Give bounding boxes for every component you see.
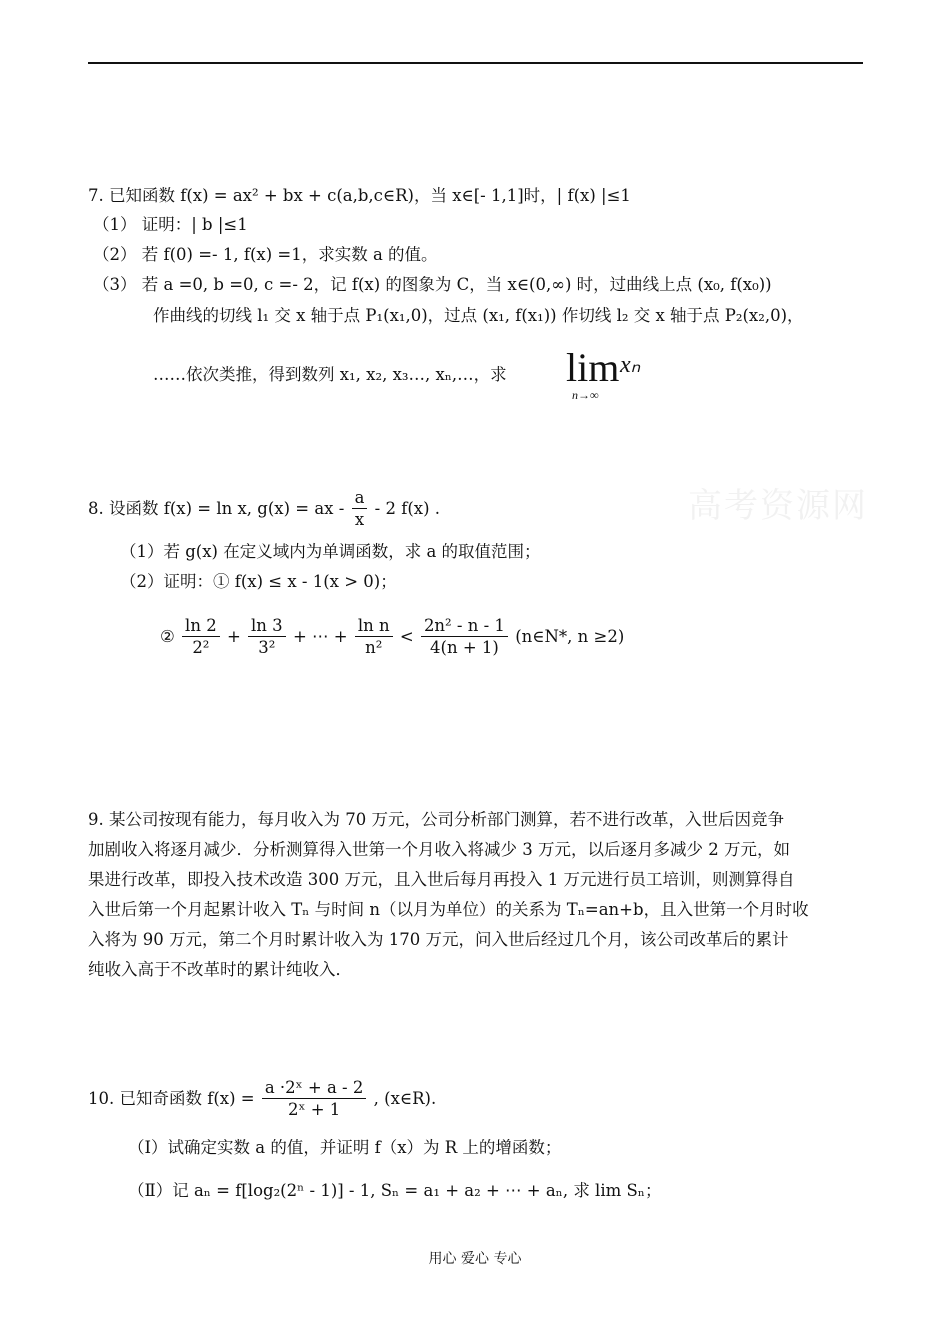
q10-stem-post: , (x∈R). [373, 1089, 437, 1108]
q9-line5: 入将为 90 万元，第二个月时累计收入为 170 万元，问入世后经过几个月，该公司改革后的累计 [88, 930, 789, 949]
q7-part1: （1） 证明：| b |≤1 [93, 215, 248, 234]
limit-variable: xₙ [620, 352, 641, 378]
term-lnn-den: n² [365, 638, 383, 657]
q8-part1: （1）若 g(x) 在定义域内为单调函数，求 a 的取值范围； [120, 542, 541, 561]
q8-stem [88, 488, 440, 531]
term-ln2-num: ln 2 [182, 616, 220, 637]
condition: (n∈N*, n ≥2) [515, 627, 625, 646]
q9-line2: 加剧收入将逐月减少．分析测算得入世第一个月收入将减少 3 万元，以后逐月多减少 2 万元，如 [88, 840, 790, 859]
q10-part1: （Ⅰ）试确定实数 a 的值，并证明 f（x）为 R 上的增函数； [128, 1138, 562, 1157]
q10-fraction [262, 1078, 367, 1121]
q8-frac-den: x [354, 510, 365, 529]
term-ln3 [248, 616, 286, 659]
term-ln3-num: ln 3 [248, 616, 286, 637]
q10-frac-num: a ·2ˣ + a - 2 [262, 1078, 367, 1099]
q9-line3: 果进行改革，即投入技术改造 300 万元，且入世后每月再投入 1 万元进行员工培训，则测算得自 [88, 870, 795, 889]
rhs-num: 2n² - n - 1 [421, 616, 508, 637]
circled-two: ② [160, 627, 175, 646]
q10-stem-pre: 10. 已知奇函数 f(x) = [88, 1089, 255, 1108]
q7-stem: 7. 已知函数 f(x) = ax² + bx + c(a,b,c∈R)，当 x∈[- 1,1]时，| f(x) |≤1 [88, 186, 631, 205]
q8-stem-post: - 2 f(x) . [374, 499, 440, 518]
q9-line4: 入世后第一个月起累计收入 Tₙ 与时间 n（以月为单位）的关系为 Tₙ=an+b，且入世第一个月时收 [88, 900, 809, 919]
q7-part2: （2） 若 f(0) =- 1, f(x) =1，求实数 a 的值。 [93, 245, 438, 264]
q9-line1: 9. 某公司按现有能力，每月收入为 70 万元，公司分析部门测算，若不进行改革，入世后因竞争 [88, 810, 784, 829]
q9-line6: 纯收入高于不改革时的累计纯收入． [88, 960, 352, 979]
header-rule [88, 62, 863, 64]
q8-frac-num: a [352, 488, 368, 509]
rhs-fraction [421, 616, 508, 659]
q7-part3-line1: （3） 若 a =0, b =0, c =- 2，记 f(x) 的图象为 C，当 x∈(0,∞) 时，过曲线上点 (x₀, f(x₀)) [93, 275, 772, 294]
q7-part3-line3: ……依次类推，得到数列 x₁, x₂, x₃…, xₙ,…，求 [153, 365, 507, 384]
term-ln2 [182, 616, 220, 659]
term-lnn [355, 616, 393, 659]
less-than: < [399, 627, 414, 646]
q7-part3-line2: 作曲线的切线 l₁ 交 x 轴于点 P₁(x₁,0)，过点 (x₁, f(x₁)) 作切线 l₂ 交 x 轴于点 P₂(x₂,0)， [153, 306, 804, 325]
q10-frac-den: 2ˣ + 1 [287, 1100, 341, 1119]
plus-dots: + ⋯ + [292, 627, 348, 646]
rhs-den: 4(n + 1) [430, 638, 499, 657]
q10-stem [88, 1078, 436, 1121]
limit-symbol: lim [566, 345, 620, 390]
term-ln2-den: 2² [192, 638, 210, 657]
watermark: 高考资源网 [688, 486, 868, 526]
term-ln3-den: 3² [258, 638, 276, 657]
term-lnn-num: ln n [355, 616, 393, 637]
q7-limit-expression [566, 345, 641, 406]
limit-subscript: n→∞ [572, 388, 599, 402]
q8-part2: （2）证明：① f(x) ≤ x - 1(x > 0)； [120, 572, 397, 591]
q8-stem-pre: 8. 设函数 f(x) = ln x, g(x) = ax - [88, 499, 345, 518]
q8-inequality [160, 616, 624, 659]
page-footer: 用心 爱心 专心 [428, 1251, 522, 1267]
plus-sign: + [226, 627, 241, 646]
q8-stem-fraction [352, 488, 368, 531]
q10-part2: （Ⅱ）记 aₙ = f[log₂(2ⁿ - 1)] - 1, Sₙ = a₁ + a₂ + ⋯ + aₙ, 求 lim Sₙ； [128, 1181, 662, 1200]
